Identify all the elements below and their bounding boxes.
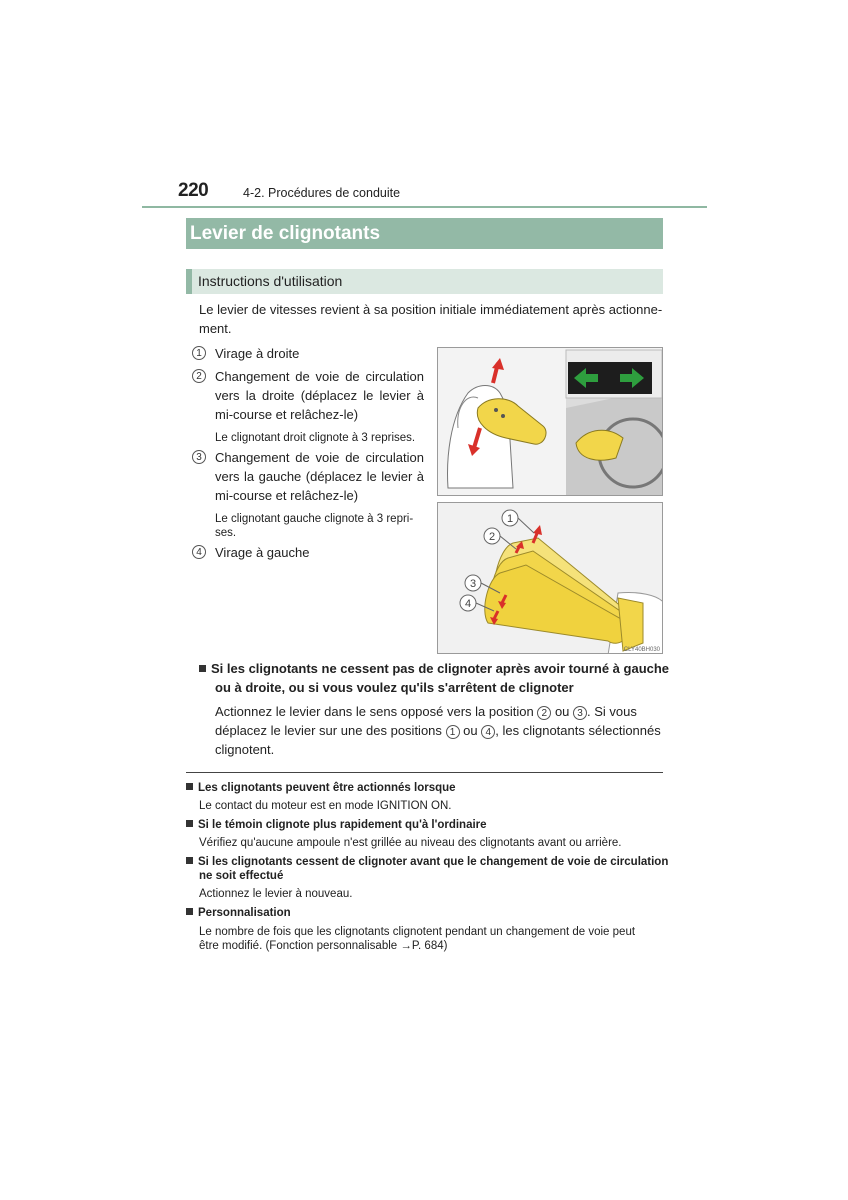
item-2-line-3: mi-course et relâchez-le) (215, 407, 359, 422)
box-ref-number-2: 2 (537, 706, 551, 720)
box-ref-number-1: 1 (446, 725, 460, 739)
item-number-3: 3 (192, 450, 206, 464)
square-bullet-icon (186, 783, 193, 790)
item-3-line-1: Changement de voie de circulation (215, 450, 424, 465)
lever-location-drawing (438, 348, 663, 496)
item-3-note-2: ses. (215, 527, 237, 539)
page-title: Levier de clignotants (190, 223, 381, 244)
note-1-heading-text: Les clignotants peuvent être actionnés lorsque (198, 782, 456, 794)
note-2-text: Vérifiez qu'aucune ampoule n'est grillée au niveau des clignotants avant ou arrière. (199, 837, 622, 849)
box-body-text-1c: . Si vous (587, 704, 637, 719)
item-number-2: 2 (192, 369, 206, 383)
box-body-text-1a: Actionnez le levier dans le sens opposé vers la position (215, 704, 534, 719)
item-1-text: Virage à droite (215, 346, 300, 361)
item-4-text: Virage à gauche (215, 545, 310, 560)
callout-2: 2 (488, 531, 496, 543)
callout-4: 4 (464, 598, 472, 610)
section-breadcrumb: 4-2. Procédures de conduite (243, 186, 401, 200)
box-ref-number-4: 4 (481, 725, 495, 739)
box-body-line-3: clignotent. (215, 742, 275, 757)
note-2-heading (186, 818, 487, 832)
note-2-heading-text: Si le témoin clignote plus rapidement qu'à l'ordinaire (198, 819, 487, 831)
box-body-line-2 (215, 721, 661, 741)
callout-3: 3 (469, 578, 477, 590)
lever-positions-drawing (438, 503, 663, 654)
item-3-note-1: Le clignotant gauche clignote à 3 repri- (215, 513, 414, 525)
intro-line-1: Le levier de vitesses revient à sa position initiale immédiatement après actionne- (199, 302, 663, 317)
subtitle-accent-bar (186, 269, 192, 294)
header-divider (142, 206, 707, 208)
note-4-text-line-2: être modifié. (Fonction personnalisable →P. 684) (199, 940, 448, 952)
callout-1: 1 (506, 513, 514, 525)
box-body-line-1 (215, 702, 637, 722)
square-bullet-icon (199, 665, 206, 672)
page-number: 220 (178, 180, 209, 201)
note-1-heading (186, 781, 456, 795)
item-2-line-1: Changement de voie de circulation (215, 369, 424, 384)
item-2-note: Le clignotant droit clignote à 3 reprises. (215, 432, 416, 444)
square-bullet-icon (186, 820, 193, 827)
item-number-4: 4 (192, 545, 206, 559)
box-body-text-1b: ou (554, 704, 570, 719)
note-3-heading-text: Si les clignotants cessent de clignoter avant que le changement de voie de circulation (198, 856, 669, 868)
page-title-band (186, 218, 663, 249)
box-body-text-2a: déplacez le levier sur une des positions (215, 723, 442, 738)
box-body-text-2b: ou (463, 723, 478, 738)
note-4-heading-text: Personnalisation (198, 907, 291, 919)
notes-divider (186, 772, 663, 773)
subtitle-band (186, 269, 663, 294)
box-heading-line-1 (199, 659, 669, 679)
note-4-heading (186, 906, 291, 920)
note-4-text-line-1: Le nombre de fois que les clignotants clignotent pendant un changement de voie peut (199, 926, 636, 938)
item-3-line-3: mi-course et relâchez-le) (215, 488, 359, 503)
lever-location-illustration (437, 347, 663, 496)
box-body-text-2c: , les clignotants sélectionnés (495, 723, 661, 738)
note-3-heading (186, 855, 668, 869)
lever-positions-illustration (437, 502, 663, 654)
subtitle: Instructions d'utilisation (198, 273, 343, 289)
figure-code: CLY40BH030 (623, 647, 660, 653)
box-heading-text-1: Si les clignotants ne cessent pas de clignoter après avoir tourné à gauche (211, 661, 670, 676)
box-ref-number-3: 3 (573, 706, 587, 720)
square-bullet-icon (186, 908, 193, 915)
intro-line-2: ment. (199, 321, 232, 336)
square-bullet-icon (186, 857, 193, 864)
box-heading-line-2: ou à droite, ou si vous voulez qu'ils s'arrêtent de clignoter (215, 680, 574, 695)
item-number-1: 1 (192, 346, 206, 360)
note-3-text: Actionnez le levier à nouveau. (199, 888, 353, 900)
item-2-line-2: vers la droite (déplacez le levier à (215, 388, 424, 403)
note-3-heading-line-2: ne soit effectué (199, 870, 284, 882)
item-3-line-2: vers la gauche (déplacez le levier à (215, 469, 424, 484)
note-1-text: Le contact du moteur est en mode IGNITION ON. (199, 800, 452, 812)
